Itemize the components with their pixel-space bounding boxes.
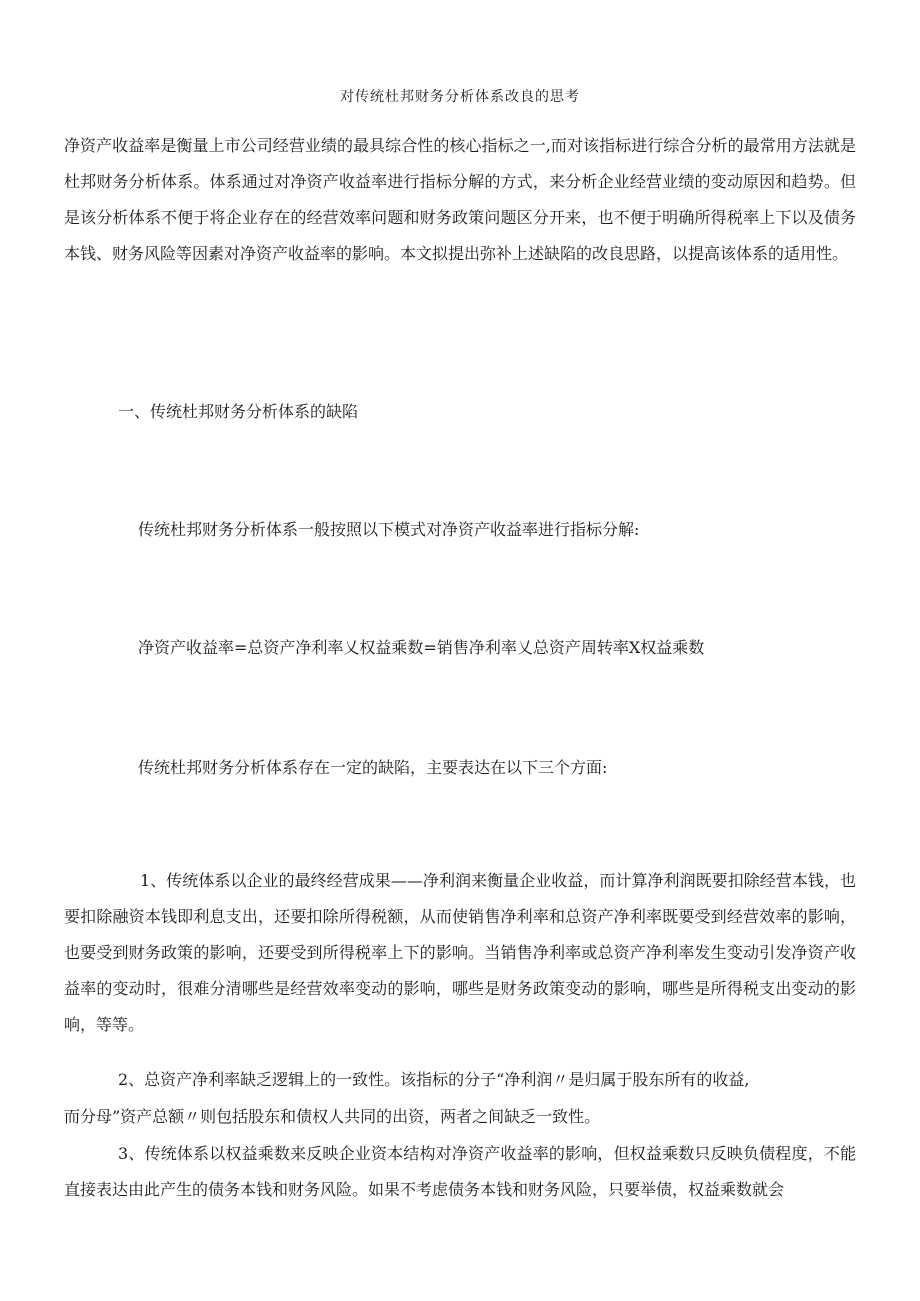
document-title: 对传统杜邦财务分析体系改良的思考 (340, 89, 580, 105)
section-heading-defects: 一、传统杜邦财务分析体系的缺陷 (118, 402, 359, 421)
defect-point-1: 1、传统体系以企业的最终经营成果——净利润来衡量企业收益，而计算净利润既要扣除经营本钱，也要扣除融资本钱即利息支出，还要扣除所得税额，从而使销售净利率和总资产净利率既要受到经营效率的影响，也要受到财务政策的影响，还要受到所得税率上下的影响。当销售净利率或总资产净利率发生变动引发净资产收益率的变动时，很难分清哪些是经营效率变动的影响，哪些是财务政策变动的影响，哪些是所得税支出变动的影响，等等。 (64, 871, 856, 1034)
intro-paragraph: 净资产收益率是衡量上市公司经营业绩的最具综合性的核心指标之一,而对该指标进行综合分析的最常用方法就是杜邦财务分析体系。体系通过对净资产收益率进行指标分解的方式，来分析企业经营业绩的变动原因和趋势。但是该分析体系不便于将企业存在的经营效率问题和财务政策问题区分开来，也不便于明确所得税率上下以及债务本钱、财务风险等因素对净资产收益率的影响。本文拟提出弥补上述缺陷的改良思路，以提高该体系的适用性。 (64, 136, 856, 263)
defect-point-3: 3、传统体系以权益乘数来反映企业资本结构对净资产收益率的影响，但权益乘数只反映负债程度，不能直接表达由此产生的债务本钱和财务风险。如果不考虑债务本钱和财务风险，只要举债，权益乘数就会 (64, 1144, 856, 1199)
defect-point-2-line-2: 而分母”资产总额〃则包括股东和债权人共同的出资，两者之间缺乏一致性。 (64, 1107, 601, 1126)
defect-point-2-line-1: 2、总资产净利率缺乏逻辑上的一致性。该指标的分子“净利润〃是归属于股东所有的收益, (118, 1070, 750, 1089)
decomposition-intro: 传统杜邦财务分析体系一般按照以下模式对净资产收益率进行指标分解: (138, 520, 640, 539)
roe-formula: 净资产收益率=总资产净利率乂权益乘数=销售净利率乂总资产周转率X权益乘数 (138, 638, 705, 657)
defects-intro: 传统杜邦财务分析体系存在一定的缺陷，主要表达在以下三个方面: (138, 758, 608, 777)
